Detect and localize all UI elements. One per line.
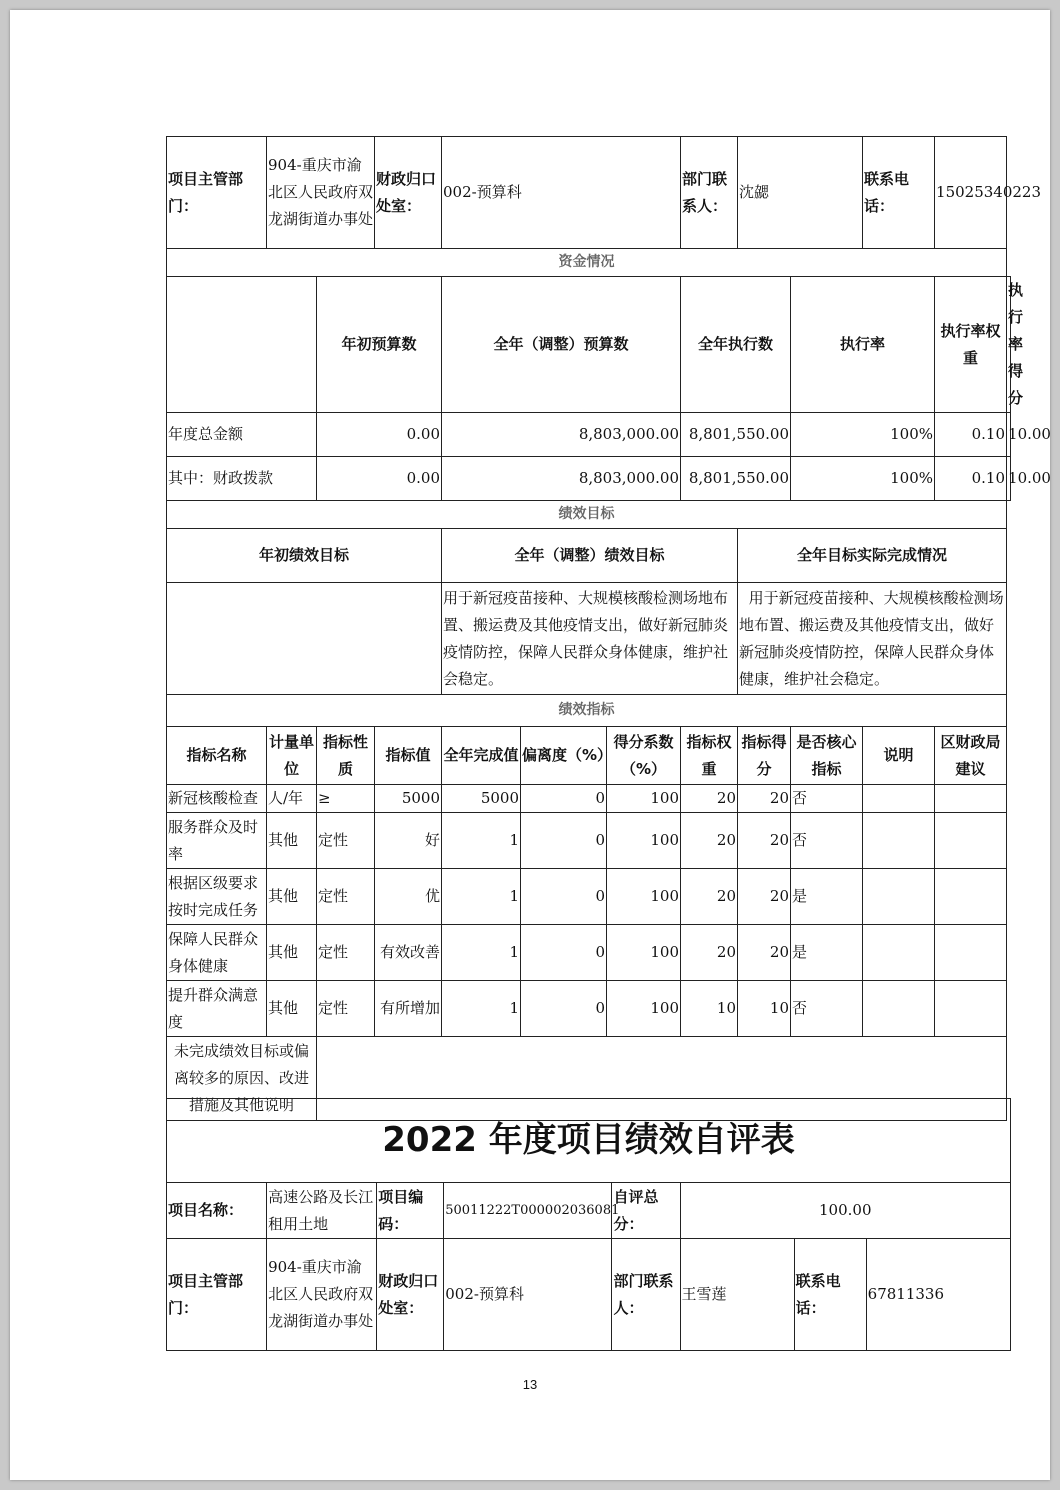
ind-header: 指标得分 bbox=[738, 727, 791, 785]
project-code-value: 50011222T000002036081 bbox=[444, 1183, 612, 1239]
form-title: 2022 年度项目绩效自评表 bbox=[167, 1099, 1011, 1183]
ind-cell: 定性 bbox=[317, 981, 375, 1037]
ind-header: 指标名称 bbox=[167, 727, 267, 785]
funds-cell: 8,803,000.00 bbox=[442, 457, 681, 501]
ind-cell: 其他 bbox=[267, 981, 317, 1037]
ind-cell: 20 bbox=[681, 785, 738, 813]
ind-cell: 否 bbox=[791, 813, 863, 869]
ind-cell: 新冠核酸检查 bbox=[167, 785, 267, 813]
ind-cell: 是 bbox=[791, 925, 863, 981]
contact-label: 部门联系人： bbox=[612, 1239, 680, 1351]
indicator-row bbox=[167, 813, 1011, 869]
goals-header-row bbox=[167, 529, 1011, 583]
ind-cell: 提升群众满意度 bbox=[167, 981, 267, 1037]
page-number: 13 bbox=[522, 1377, 538, 1392]
ind-header: 全年完成值 bbox=[442, 727, 521, 785]
ind-cell: 100 bbox=[607, 813, 681, 869]
ind-cell: 服务群众及时率 bbox=[167, 813, 267, 869]
ind-header: 区财政局建议 bbox=[935, 727, 1007, 785]
funds-header-executed: 全年执行数 bbox=[681, 277, 791, 413]
performance-table bbox=[166, 136, 1051, 1121]
dept-info-row bbox=[167, 137, 1011, 249]
ind-cell: 5000 bbox=[375, 785, 442, 813]
ind-cell bbox=[863, 785, 935, 813]
ind-cell: 好 bbox=[375, 813, 442, 869]
funds-cell: 0.00 bbox=[317, 413, 442, 457]
funds-cell: 8,801,550.00 bbox=[681, 413, 791, 457]
ind-cell: 10 bbox=[738, 981, 791, 1037]
ind-cell bbox=[863, 925, 935, 981]
goal-initial bbox=[167, 583, 442, 695]
ind-cell: 1 bbox=[442, 981, 521, 1037]
funds-row-label: 年度总金额 bbox=[167, 413, 317, 457]
contact-value: 王雪莲 bbox=[680, 1239, 794, 1351]
funds-header-rate: 执行率 bbox=[791, 277, 935, 413]
ind-header: 偏离度（%） bbox=[521, 727, 607, 785]
ind-cell: 20 bbox=[738, 785, 791, 813]
indicator-row bbox=[167, 981, 1011, 1037]
ind-cell: 100 bbox=[607, 869, 681, 925]
project-name-value: 高速公路及长江租用土地 bbox=[267, 1183, 377, 1239]
indicators-header-row bbox=[167, 727, 1011, 785]
ind-cell: 根据区级要求按时完成任务 bbox=[167, 869, 267, 925]
ind-cell: 人/年 bbox=[267, 785, 317, 813]
ind-cell bbox=[935, 785, 1007, 813]
score-value: 100.00 bbox=[680, 1183, 1011, 1239]
ind-cell: 0 bbox=[521, 925, 607, 981]
ind-cell: ≥ bbox=[317, 785, 375, 813]
funds-cell: 10.00 bbox=[1007, 457, 1011, 501]
phone-value: 15025340223 bbox=[935, 137, 1007, 249]
ind-cell: 100 bbox=[607, 981, 681, 1037]
project-code-label: 项目编码： bbox=[377, 1183, 444, 1239]
ind-cell: 100 bbox=[607, 785, 681, 813]
ind-cell: 20 bbox=[681, 869, 738, 925]
phone-label: 联系电话： bbox=[863, 137, 935, 249]
ind-header: 是否核心指标 bbox=[791, 727, 863, 785]
ind-cell bbox=[863, 813, 935, 869]
indicators-section-title: 绩效指标 bbox=[167, 695, 1007, 727]
ind-cell: 0 bbox=[521, 869, 607, 925]
goals-row bbox=[167, 583, 1011, 695]
dept-label: 项目主管部门： bbox=[167, 137, 267, 249]
funds-cell: 0.00 bbox=[317, 457, 442, 501]
ind-cell: 其他 bbox=[267, 925, 317, 981]
ind-header: 说明 bbox=[863, 727, 935, 785]
ind-cell: 100 bbox=[607, 925, 681, 981]
ind-header: 指标性质 bbox=[317, 727, 375, 785]
dept-value: 904-重庆市渝北区人民政府双龙湖街道办事处 bbox=[267, 1239, 377, 1351]
ind-cell: 20 bbox=[681, 925, 738, 981]
ind-cell bbox=[935, 869, 1007, 925]
goals-section-title: 绩效目标 bbox=[167, 501, 1007, 529]
funds-header-blank bbox=[167, 277, 317, 413]
funds-row bbox=[167, 413, 1011, 457]
ind-cell: 1 bbox=[442, 925, 521, 981]
goals-header-initial: 年初绩效目标 bbox=[167, 529, 442, 583]
dept-label: 项目主管部门： bbox=[167, 1239, 267, 1351]
ind-cell bbox=[863, 981, 935, 1037]
finance-label: 财政归口处室： bbox=[375, 137, 442, 249]
funds-header-row bbox=[167, 277, 1011, 413]
ind-cell: 0 bbox=[521, 981, 607, 1037]
phone-value: 67811336 bbox=[866, 1239, 1010, 1351]
ind-cell: 是 bbox=[791, 869, 863, 925]
goal-actual: 用于新冠疫苗接种、大规模核酸检测场地布置、搬运费及其他疫情支出，做好新冠肺炎疫情防控，保障人民群众身体健康，维护社会稳定。 bbox=[738, 583, 1007, 695]
ind-cell: 10 bbox=[681, 981, 738, 1037]
ind-cell: 定性 bbox=[317, 925, 375, 981]
ind-cell: 其他 bbox=[267, 869, 317, 925]
ind-cell: 5000 bbox=[442, 785, 521, 813]
ind-cell bbox=[863, 869, 935, 925]
funds-header-initial: 年初预算数 bbox=[317, 277, 442, 413]
document-page bbox=[10, 10, 1050, 1480]
goal-adjusted: 用于新冠疫苗接种、大规模核酸检测场地布置、搬运费及其他疫情支出，做好新冠肺炎疫情防控，保障人民群众身体健康，维护社会稳定。 bbox=[442, 583, 738, 695]
funds-header-score: 执行率得分 bbox=[1007, 277, 1011, 413]
ind-cell: 1 bbox=[442, 813, 521, 869]
ind-cell: 保障人民群众身体健康 bbox=[167, 925, 267, 981]
funds-cell: 100% bbox=[791, 457, 935, 501]
second-form-table bbox=[166, 1098, 1011, 1351]
funds-cell: 0.10 bbox=[935, 457, 1007, 501]
finance-value: 002-预算科 bbox=[442, 137, 681, 249]
funds-cell: 8,803,000.00 bbox=[442, 413, 681, 457]
ind-cell: 否 bbox=[791, 981, 863, 1037]
dept-info-row-2 bbox=[167, 1239, 1011, 1351]
indicator-row bbox=[167, 785, 1011, 813]
ind-cell: 其他 bbox=[267, 813, 317, 869]
ind-header: 指标权重 bbox=[681, 727, 738, 785]
ind-header: 得分系数（%） bbox=[607, 727, 681, 785]
project-row bbox=[167, 1183, 1011, 1239]
funds-cell: 8,801,550.00 bbox=[681, 457, 791, 501]
ind-cell: 0 bbox=[521, 813, 607, 869]
indicator-row bbox=[167, 925, 1011, 981]
ind-cell: 20 bbox=[738, 925, 791, 981]
funds-row-label: 其中：财政拨款 bbox=[167, 457, 317, 501]
ind-header: 指标值 bbox=[375, 727, 442, 785]
ind-cell: 有效改善 bbox=[375, 925, 442, 981]
ind-cell: 否 bbox=[791, 785, 863, 813]
finance-value: 002-预算科 bbox=[444, 1239, 612, 1351]
ind-cell: 0 bbox=[521, 785, 607, 813]
contact-value: 沈勰 bbox=[738, 137, 863, 249]
ind-cell: 20 bbox=[738, 869, 791, 925]
ind-cell: 1 bbox=[442, 869, 521, 925]
funds-cell: 100% bbox=[791, 413, 935, 457]
ind-cell: 定性 bbox=[317, 813, 375, 869]
funds-cell: 10.00 bbox=[1007, 413, 1011, 457]
contact-label: 部门联系人： bbox=[681, 137, 738, 249]
funds-header-adjusted: 全年（调整）预算数 bbox=[442, 277, 681, 413]
ind-cell bbox=[935, 981, 1007, 1037]
funds-cell: 0.10 bbox=[935, 413, 1007, 457]
indicator-row bbox=[167, 869, 1011, 925]
project-name-label: 项目名称： bbox=[167, 1183, 267, 1239]
ind-cell: 定性 bbox=[317, 869, 375, 925]
ind-cell: 优 bbox=[375, 869, 442, 925]
finance-label: 财政归口处室： bbox=[377, 1239, 444, 1351]
goals-header-actual: 全年目标实际完成情况 bbox=[738, 529, 1007, 583]
remarks-label: 未完成绩效目标或偏离较多的原因、改进措施及其他说明 bbox=[167, 1037, 317, 1121]
ind-cell: 20 bbox=[738, 813, 791, 869]
ind-cell bbox=[935, 925, 1007, 981]
ind-cell bbox=[935, 813, 1007, 869]
ind-header: 计量单位 bbox=[267, 727, 317, 785]
dept-value: 904-重庆市渝北区人民政府双龙湖街道办事处 bbox=[267, 137, 375, 249]
ind-cell: 20 bbox=[681, 813, 738, 869]
ind-cell: 有所增加 bbox=[375, 981, 442, 1037]
funds-section-title: 资金情况 bbox=[167, 249, 1007, 277]
score-label: 自评总分： bbox=[612, 1183, 680, 1239]
goals-header-adjusted: 全年（调整）绩效目标 bbox=[442, 529, 738, 583]
funds-row bbox=[167, 457, 1011, 501]
funds-header-weight: 执行率权重 bbox=[935, 277, 1007, 413]
phone-label: 联系电话： bbox=[794, 1239, 866, 1351]
